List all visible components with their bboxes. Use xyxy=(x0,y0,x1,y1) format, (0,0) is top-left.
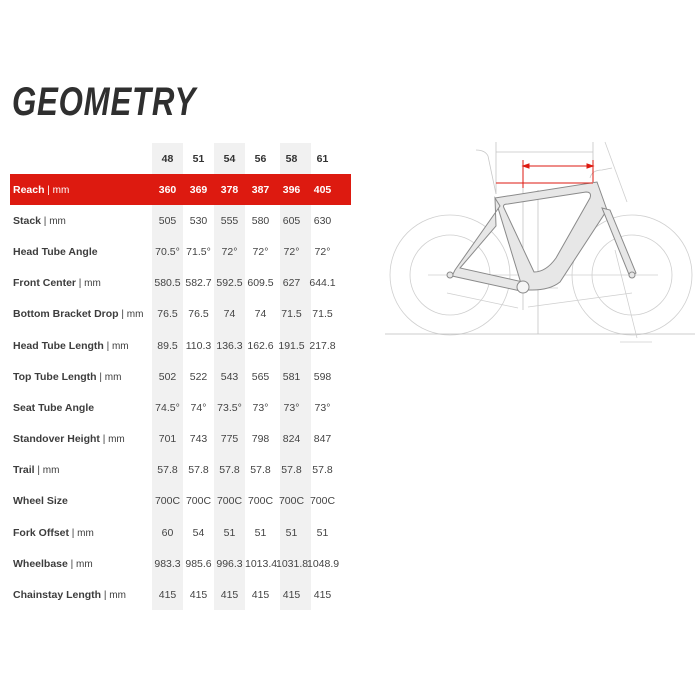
row-label xyxy=(10,558,155,570)
value-cell-size-48: 701 xyxy=(158,433,177,446)
row-label xyxy=(10,246,155,258)
value-cell-size-58: 700C xyxy=(278,495,305,508)
value-cell-size-56: 72° xyxy=(252,245,269,258)
bike-frame-geometry-diagram xyxy=(380,130,700,350)
geometry-row-wheelbase xyxy=(10,548,351,579)
value-cell-size-48: 70.5° xyxy=(155,245,180,258)
bottom-bracket xyxy=(517,281,529,293)
value-cell-size-58: 71.5 xyxy=(281,308,302,321)
row-label xyxy=(10,184,155,196)
geometry-row-chainstay-length xyxy=(10,579,351,610)
value-cell-size-56: 51 xyxy=(254,526,267,539)
row-label xyxy=(10,495,155,507)
value-cell-size-61: 415 xyxy=(313,589,332,602)
value-cell-size-58: 605 xyxy=(282,214,301,227)
value-cell-size-51: 76.5 xyxy=(188,308,209,321)
row-unit: | mm xyxy=(76,278,101,290)
geometry-table xyxy=(10,143,351,611)
value-cell-size-48: 415 xyxy=(158,589,177,602)
value-cell-size-56: 73° xyxy=(252,401,269,414)
value-cell-size-58: 824 xyxy=(282,433,301,446)
value-cell-size-54: 555 xyxy=(220,214,239,227)
page-title: GEOMETRY xyxy=(12,80,197,124)
value-cell-size-54: 775 xyxy=(220,433,239,446)
geometry-row-stack xyxy=(10,205,351,236)
value-cell-size-61: 73° xyxy=(314,401,331,414)
row-unit-text: mm xyxy=(84,278,101,290)
row-label-text: Stack xyxy=(13,214,42,227)
row-label xyxy=(10,433,155,445)
row-label xyxy=(10,402,155,414)
row-unit-text: mm xyxy=(49,215,66,227)
size-header-54: 54 xyxy=(223,152,236,165)
value-cell-size-54: 74 xyxy=(223,308,236,321)
value-cell-size-56: 1013.4 xyxy=(245,557,278,570)
value-cell-size-61: 217.8 xyxy=(309,339,336,352)
value-cell-size-61: 598 xyxy=(313,370,332,383)
value-cell-size-48: 700C xyxy=(154,495,181,508)
value-cell-size-51: 743 xyxy=(189,433,208,446)
row-label-text: Wheel Size xyxy=(13,495,68,508)
row-label-text: Reach xyxy=(13,183,45,196)
geometry-row-head-tube-angle xyxy=(10,236,351,267)
value-cell-size-48: 76.5 xyxy=(157,308,178,321)
value-cell-size-54: 57.8 xyxy=(219,464,240,477)
row-unit-text: mm xyxy=(104,371,122,383)
value-cell-size-56: 609.5 xyxy=(247,277,274,290)
value-cell-size-54: 700C xyxy=(216,495,243,508)
value-cell-size-54: 415 xyxy=(220,589,239,602)
value-cell-size-56: 387 xyxy=(251,183,270,196)
value-cell-size-61: 51 xyxy=(316,526,329,539)
row-unit: | mm xyxy=(69,527,94,539)
value-cell-size-58: 415 xyxy=(282,589,301,602)
value-cell-size-51: 985.6 xyxy=(185,557,212,570)
value-cell-size-54: 136.3 xyxy=(216,339,243,352)
value-cell-size-48: 74.5° xyxy=(155,401,180,414)
row-unit: | mm xyxy=(118,309,144,321)
value-cell-size-61: 72° xyxy=(314,245,331,258)
value-cell-size-51: 74° xyxy=(190,401,207,414)
value-cell-size-61: 700C xyxy=(309,495,336,508)
size-header-row xyxy=(10,143,351,174)
row-label xyxy=(10,308,155,320)
value-cell-size-51: 54 xyxy=(192,526,205,539)
row-unit: | mm xyxy=(34,465,60,477)
value-cell-size-58: 191.5 xyxy=(278,339,305,352)
row-unit: | mm xyxy=(99,434,125,446)
value-cell-size-58: 627 xyxy=(282,277,301,290)
row-label-text: Trail xyxy=(13,464,35,477)
row-label-text: Head Tube Angle xyxy=(13,245,98,258)
row-unit-text: mm xyxy=(42,465,60,477)
value-cell-size-48: 502 xyxy=(158,370,177,383)
value-cell-size-51: 582.7 xyxy=(185,277,212,290)
value-cell-size-51: 700C xyxy=(185,495,212,508)
value-cell-size-58: 1031.8 xyxy=(276,557,309,570)
value-cell-size-56: 580 xyxy=(251,214,270,227)
value-cell-size-48: 89.5 xyxy=(157,339,178,352)
geometry-row-bottom-bracket-drop xyxy=(10,299,351,330)
geometry-row-head-tube-length xyxy=(10,330,351,361)
row-unit-text: mm xyxy=(77,527,94,539)
value-cell-size-51: 530 xyxy=(189,214,208,227)
value-cell-size-56: 700C xyxy=(247,495,274,508)
row-label-text: Wheelbase xyxy=(13,557,68,570)
front-dropout xyxy=(629,272,635,278)
value-cell-size-51: 71.5° xyxy=(186,245,211,258)
size-header-56: 56 xyxy=(254,152,267,165)
value-cell-size-61: 71.5 xyxy=(312,308,333,321)
row-label xyxy=(10,589,155,601)
value-cell-size-61: 405 xyxy=(313,183,332,196)
row-unit: | mm xyxy=(41,215,66,227)
geometry-row-standover-height xyxy=(10,424,351,455)
frame xyxy=(495,182,607,290)
row-label-text: Chainstay Length xyxy=(13,589,102,602)
row-unit-text: mm xyxy=(76,558,93,570)
value-cell-size-54: 51 xyxy=(223,526,236,539)
value-cell-size-51: 522 xyxy=(189,370,208,383)
value-cell-size-56: 74 xyxy=(254,308,267,321)
value-cell-size-61: 1048.9 xyxy=(307,557,340,570)
geometry-row-top-tube-length xyxy=(10,361,351,392)
geometry-row-front-center xyxy=(10,268,351,299)
value-cell-size-61: 57.8 xyxy=(312,464,333,477)
row-unit-text: mm xyxy=(109,590,126,602)
row-label xyxy=(10,340,155,352)
value-cell-size-58: 51 xyxy=(285,526,298,539)
geometry-row-reach xyxy=(10,174,351,205)
size-header-58: 58 xyxy=(285,152,298,165)
value-cell-size-51: 415 xyxy=(189,589,208,602)
size-header-61: 61 xyxy=(316,152,329,165)
value-cell-size-48: 60 xyxy=(161,526,174,539)
row-unit-text: mm xyxy=(52,184,70,196)
value-cell-size-58: 57.8 xyxy=(281,464,302,477)
value-cell-size-56: 415 xyxy=(251,589,270,602)
value-cell-size-48: 983.3 xyxy=(154,557,181,570)
value-cell-size-56: 798 xyxy=(251,433,270,446)
row-label-text: Front Center xyxy=(13,277,76,290)
row-label xyxy=(10,215,155,227)
value-cell-size-61: 630 xyxy=(313,214,332,227)
geometry-row-seat-tube-angle xyxy=(10,392,351,423)
value-cell-size-48: 580.5 xyxy=(154,277,181,290)
value-cell-size-51: 369 xyxy=(189,183,208,196)
row-unit-text: mm xyxy=(108,434,125,446)
value-cell-size-48: 505 xyxy=(158,214,177,227)
row-label xyxy=(10,371,155,383)
row-label xyxy=(10,464,155,476)
value-cell-size-51: 57.8 xyxy=(188,464,209,477)
value-cell-size-54: 996.3 xyxy=(216,557,243,570)
value-cell-size-58: 72° xyxy=(283,245,300,258)
value-cell-size-58: 581 xyxy=(282,370,301,383)
row-label-text: Seat Tube Angle xyxy=(13,401,95,414)
value-cell-size-56: 57.8 xyxy=(250,464,271,477)
row-label-text: Top Tube Length xyxy=(13,370,97,383)
row-unit-text: mm xyxy=(126,309,144,321)
row-unit: | mm xyxy=(96,371,122,383)
value-cell-size-56: 565 xyxy=(251,370,270,383)
value-cell-size-61: 847 xyxy=(313,433,332,446)
row-label-text: Fork Offset xyxy=(13,526,70,539)
value-cell-size-54: 378 xyxy=(220,183,239,196)
value-cell-size-54: 72° xyxy=(221,245,238,258)
value-cell-size-51: 110.3 xyxy=(185,339,212,352)
size-header-51: 51 xyxy=(192,152,205,165)
size-header-48: 48 xyxy=(161,152,174,165)
row-unit: | mm xyxy=(101,590,126,602)
value-cell-size-54: 543 xyxy=(220,370,239,383)
row-unit-text: mm xyxy=(111,340,129,352)
rear-dropout xyxy=(447,272,453,278)
row-label-text: Standover Height xyxy=(13,433,100,446)
value-cell-size-48: 57.8 xyxy=(157,464,178,477)
value-cell-size-58: 73° xyxy=(283,401,300,414)
row-label-text: Bottom Bracket Drop xyxy=(13,308,119,321)
value-cell-size-56: 162.6 xyxy=(247,339,274,352)
value-cell-size-54: 592.5 xyxy=(216,277,243,290)
geometry-row-wheel-size xyxy=(10,486,351,517)
row-unit: | mm xyxy=(44,184,70,196)
value-cell-size-48: 360 xyxy=(158,183,177,196)
row-unit: | mm xyxy=(67,558,93,570)
value-cell-size-58: 396 xyxy=(282,183,301,196)
value-cell-size-61: 644.1 xyxy=(309,277,336,290)
row-unit: | mm xyxy=(103,340,129,352)
row-label-text: Head Tube Length xyxy=(13,339,104,352)
value-cell-size-54: 73.5° xyxy=(217,401,242,414)
row-label xyxy=(10,277,155,289)
geometry-row-trail xyxy=(10,455,351,486)
row-label xyxy=(10,527,155,539)
geometry-row-fork-offset xyxy=(10,517,351,548)
